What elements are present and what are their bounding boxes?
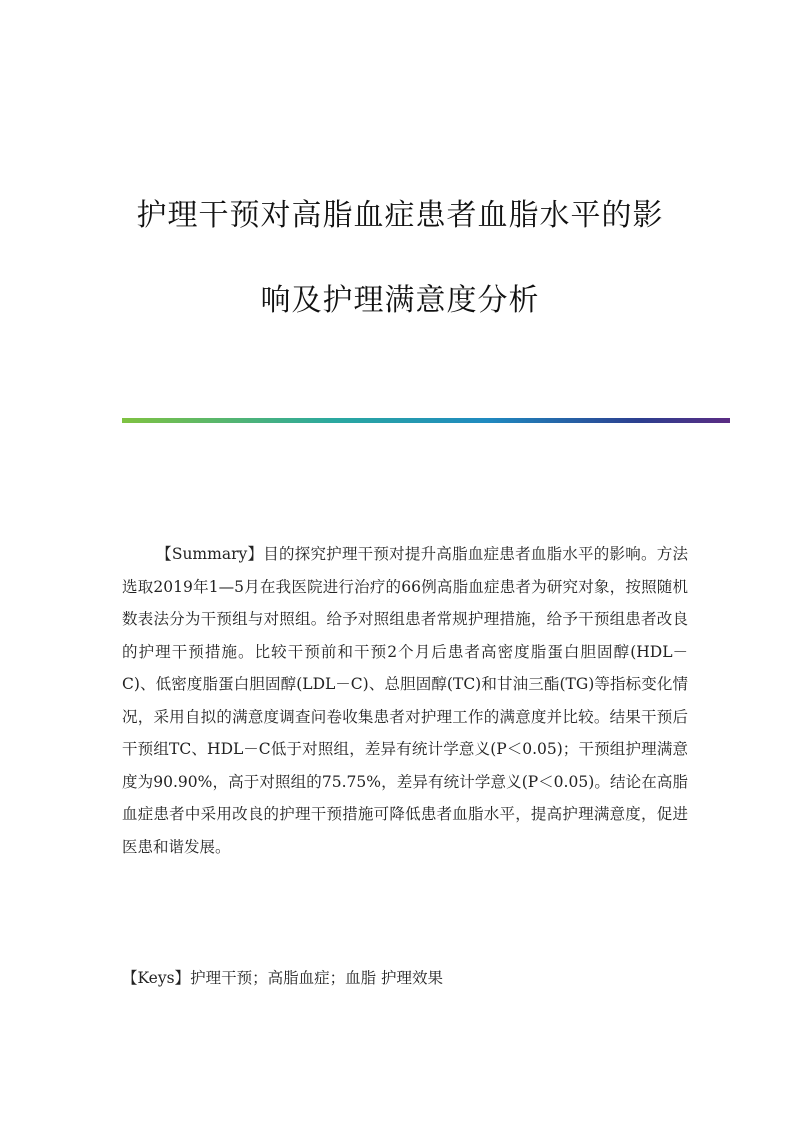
abstract-text: 目的探究护理干预对提升高脂血症患者血脂水平的影响。方法选取2019年1—5月在我医院进行治疗的66例高脂血症患者为研究对象，按照随机数表法分为干预组与对照组。给予对照组患者常规护理措施，给予干预组患者改良的护理干预措施。比较干预前和干预2个月后患者高密度脂蛋白胆固醇(HDL－C)、低密度脂蛋白胆固醇(LDL－C)、总胆固醇(TC)和甘油三酯(TG)等指标变化情况，采用自拟的满意度调查问卷收集患者对护理工作的满意度并比较。结果干预后干预组TC、HDL－C低于对照组，差异有统计学意义(P＜0.05)；干预组护理满意度为90.90%，高于对照组的75.75%，差异有统计学意义(P＜0.05)。结论在高脂血症患者中采用改良的护理干预措施可降低患者血脂水平，提高护理满意度，促进医患和谐发展。 xyxy=(122,545,688,856)
paper-title-line-2: 响及护理满意度分析 xyxy=(260,283,540,318)
keywords-text: 护理干预；高脂血症；血脂 护理效果 xyxy=(190,969,443,987)
abstract-paragraph xyxy=(122,538,688,863)
abstract-label: 【Summary】 xyxy=(156,545,264,563)
gradient-divider xyxy=(122,418,730,423)
keywords-section xyxy=(122,962,688,994)
abstract-section xyxy=(122,538,688,863)
paper-title-line-1: 护理干预对高脂血症患者血脂水平的影 xyxy=(136,198,664,233)
keywords-label: 【Keys】 xyxy=(122,969,191,987)
